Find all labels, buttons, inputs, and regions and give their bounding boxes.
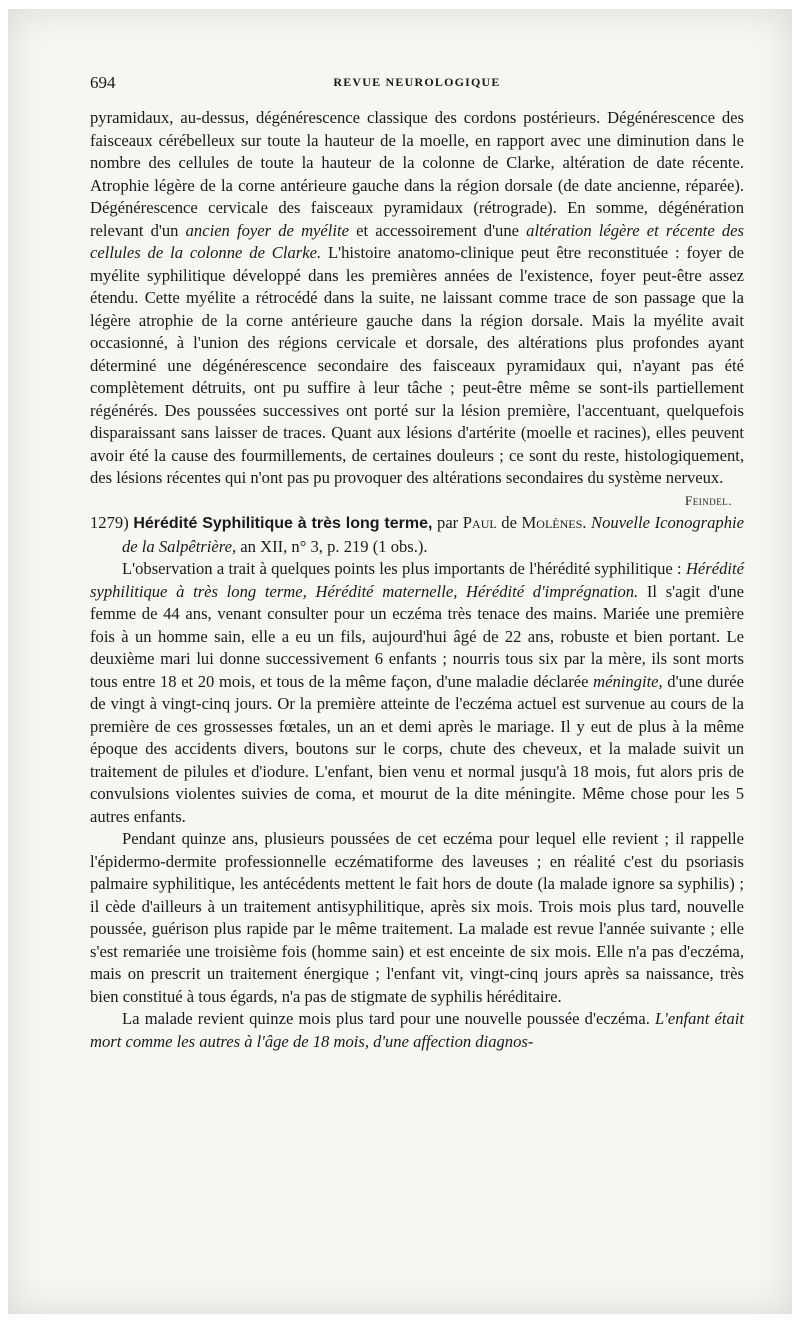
author-last-name: Molènes. xyxy=(521,513,587,532)
journal-name: Nouvelle Iconographie de la Salpêtrière, xyxy=(122,513,744,556)
citation: an XII, n° 3, p. 219 (1 obs.). xyxy=(236,536,428,556)
page-header xyxy=(90,73,744,95)
continuation-paragraph: pyramidaux, au-dessus, dégénérescence classique des cordons postérieurs. Dégénérescence des faisceaux cérébelleux sur toute la hauteur de la moelle, en rapport avec une diminution dans le nombre des cellules de toute la hauteur de la colonne de Clarke, altération de date récente. Atrophie légère de la corne antérieure gauche dans la région dorsale (de date ancienne, réparée). Dégénérescence cervicale des faisceaux pyramidaux (rétrograde). En somme, dégénération relevant d'un ancien foyer de myélite et accessoirement d'une altération légère et récente des cellules de la colonne de Clarke. L'histoire anatomo-clinique peut être reconstituée : foyer de myélite syphilitique développé dans les premières années de l'existence, foyer peut-être assez étendu. Cette myélite a rétrocédé dans la suite, ne laissant comme trace de son passage que la légère atrophie de la corne antérieure gauche dans la région dorsale. Mais la myélite avait occasionné, à l'union des régions cervicale et dorsale, des altérations plus profondes ayant déterminé une dégénérescence secondaire des faisceaux pyramidaux qui, n'ayant pas été complètement détruits, ont pu suffire à leur tâche ; peut-être même se sont-ils partiellement régénérés. Des poussées successives ont porté sur la lésion première, l'accentuant, quelquefois disparaissant sans laisser de traces. Quant aux lésions d'artérite (moelle et racines), elles peuvent avoir été la cause des fourmillements, de certaines douleurs ; ce sont du reste, histologiquement, des lésions récentes qui n'ont pas pu provoquer des altérations secondaires du système nerveux. xyxy=(90,108,744,487)
entry-title: Hérédité Syphilitique à très long terme, xyxy=(133,515,433,532)
article-paragraph-3: La malade revient quinze mois plus tard pour une nouvelle poussée d'eczéma. L'enfant était mort comme les autres à l'âge de 18 mois, d'une affection diagnos- xyxy=(90,1009,744,1051)
entry-number: 1279) xyxy=(90,513,129,532)
article-paragraph-2: Pendant quinze ans, plusieurs poussées de cet eczéma pour lequel elle revient ; il rappelle l'épidermo-dermite professionnelle eczématiforme des laveuses ; en réalité c'est du psoriasis palmaire syphilitique, les antécédents mettent le fait hors de doute (la malade ignore sa syphilis) ; il cède d'ailleurs à un traitement antisyphilitique, après six mois. Trois mois plus tard, nouvelle poussée, guérison plus rapide par le même traitement. La malade est revue l'année suivante ; elle s'est remariée une troisième fois (homme sain) et est enceinte de six mois. Elle n'a pas d'eczéma, mais on prescrit un traitement énergique ; l'enfant vit, vingt-cinq jours après sa naissance, très bien constitué à tous égards, n'a pas de stigmate de syphilis héréditaire. xyxy=(90,829,744,1006)
author-first-name: Paul xyxy=(462,513,497,532)
journal-page xyxy=(8,9,792,1314)
review-entry-heading: 1279) Hérédité Syphilitique à très long terme, par Paul de Molènes. Nouvelle Iconographie de la Salpêtrière, an XII, n° 3, p. 219 (1 obs.). xyxy=(90,513,744,556)
article-paragraph-1: L'observation a trait à quelques points les plus importants de l'hérédité syphilitique : Hérédité syphilitique à très long terme, Hérédité maternelle, Hérédité d'imprégnation. Il s'agit d'une femme de 44 ans, venant consulter pour un eczéma très tenace des mains. Mariée une première fois à un homme sain, elle a eu un fils, aujourd'hui âgé de 22 ans, robuste et bien portant. Le deuxième mari lui donne successivement 6 enfants ; nourris tous six par la mère, ils sont morts tous entre 18 et 20 mois, et tous de la même façon, d'une maladie déclarée méningite, d'une durée de vingt à vingt-cinq jours. Or la première atteinte de l'eczéma actuel est survenue au cours de la première de ces grossesses fœtales, un an et demi après le mariage. Il y eut de plus à la même époque des accidents divers, boutons sur le corps, chute des cheveux, et la malade suivit un traitement de pilules et d'iodure. L'enfant, bien venu et normal jusqu'à 18 mois, fut alors pris de convulsions violentes suivies de coma, et mourut de la dite méningite. Même chose pour les 5 autres enfants. xyxy=(90,559,744,826)
page-body xyxy=(90,107,744,1053)
running-title: REVUE NEUROLOGIQUE xyxy=(333,75,501,89)
signature: Feindel. xyxy=(685,492,732,508)
page-number: 694 xyxy=(90,73,116,92)
